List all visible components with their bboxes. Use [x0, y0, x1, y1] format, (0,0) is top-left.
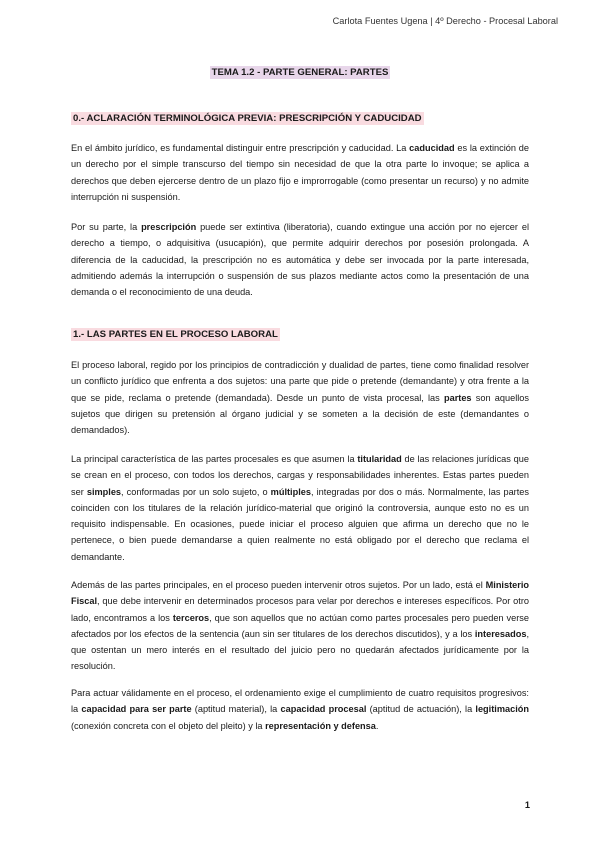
paragraph-otros-sujetos: [71, 577, 529, 675]
text-run: (aptitud material), la: [191, 704, 281, 715]
bold-term: Ministerio Fiscal: [71, 580, 529, 607]
text-run: , que ostentan un mero interés en el resultado del juicio pero no quedarán afectados jurídicamente por la resolución.: [71, 628, 529, 672]
section-heading-0: [71, 113, 424, 124]
paragraph-caracteristicas-partes: [71, 451, 529, 565]
bold-term: prescripción: [141, 222, 197, 232]
text-run: , integradas por dos o más. Normalmente, las partes coinciden con los titulares de la relación jurídico-material que originó la controversia, aunque esto no es un requisito indispensable. En ocasiones, puede iniciar el proceso alguien que afirma un derecho que no le pertenece, o bien puede demandarse a quien realmente no está obligado por el derecho que reclama el demandante.: [71, 486, 530, 562]
text-run: son aquellos sujetos que dirigen su pretensión al órgano judicial y se someten a la decisión de este (demandantes o demandados).: [71, 392, 529, 436]
text-run: La principal característica de las partes procesales es que asumen la: [71, 454, 358, 464]
bold-term: caducidad: [409, 143, 455, 153]
text-run: Para actuar válidamente en el proceso, el ordenamiento exige el cumplimiento de cuatro requisitos progresivos: la: [71, 688, 529, 715]
page-header: Carlota Fuentes Ugena | 4º Derecho - Procesal Laboral: [332, 16, 558, 26]
document-title-text: TEMA 1.2 - PARTE GENERAL: PARTES: [211, 67, 389, 78]
text-run: (conexión concreta con el objeto del pleito) y la: [71, 720, 266, 731]
document-title: [0, 67, 600, 78]
paragraph-caducidad: [71, 140, 529, 205]
text-run: (aptitud de actuación), la: [366, 704, 476, 715]
bold-term: capacidad para ser parte: [81, 704, 192, 715]
paragraph-prescripcion: [71, 219, 529, 300]
section-heading-1: [71, 329, 280, 340]
bold-term: legitimación: [475, 704, 529, 715]
bold-term: representación y defensa: [265, 720, 376, 731]
bold-term: simples: [86, 486, 122, 497]
section-heading-1-text: 1.- LAS PARTES EN EL PROCESO LABORAL: [73, 329, 278, 340]
text-run: Por su parte, la: [71, 222, 142, 232]
text-run: , conformadas por un solo sujeto, o: [121, 486, 271, 497]
section-heading-0-text: 0.- ACLARACIÓN TERMINOLÓGICA PREVIA: PRESCRIPCIÓN Y CADUCIDAD: [73, 113, 422, 124]
text-run: En el ámbito jurídico, es fundamental distinguir entre prescripción y caducidad. La: [71, 143, 410, 153]
text-run: El proceso laboral, regido por los principios de contradicción y dualidad de partes, tiene como finalidad resolver un conflicto jurídico que enfrenta a dos sujetos: una parte que pide o pretende (demandante) y otra frente a la que se pide, reclama o pretende (demandada). Desde un punto de vista procesal, las: [71, 360, 529, 403]
bold-term: terceros: [172, 612, 210, 623]
bold-term: partes: [443, 392, 472, 403]
bold-term: interesados: [474, 628, 527, 639]
text-run: de las relaciones jurídicas que se crean en el proceso, con todos los derechos, cargas y responsabilidades inherentes. Estas partes pueden ser: [71, 454, 529, 497]
text-run: .: [375, 720, 379, 731]
text-run: , que son aquellos que no actúan como partes procesales pero pueden verse afectados por los efectos de la sentencia (aun sin ser titulares de los derechos discutidos), y a los: [71, 612, 529, 639]
text-run: es la extinción de un derecho por el simple transcurso del tiempo sin necesidad de que la otra parte lo invoque; se aplica a derechos que deben ejercerse dentro de un plazo fijo e improrrogable (como presentar un recurso) y no admite interrupción ni suspensión.: [71, 143, 530, 202]
paragraph-requisitos: [71, 685, 529, 734]
bold-term: capacidad procesal: [280, 704, 367, 715]
page-number: 1: [524, 800, 530, 810]
text-run: , que debe intervenir en determinados procesos para velar por derechos e intereses específicos. Por otro lado, encontramos a los: [71, 596, 529, 623]
bold-term: titularidad: [357, 454, 402, 464]
bold-term: múltiples: [270, 486, 311, 497]
text-run: Además de las partes principales, en el proceso pueden intervenir otros sujetos. Por un lado, está el: [71, 580, 486, 590]
text-run: puede ser extintiva (liberatoria), cuando extingue una acción por no ejercer el derecho a tiempo, o adquisitiva (usucapión), que permite adquirir derechos por posesión prolongada. A diferencia de la caducidad, la prescripción no es automática y debe ser invocada por la parte interesada, admitiendo además la interrupción o suspensión de sus plazos mediante actos como la presentación de una demanda o el reconocimiento de una deuda.: [71, 222, 529, 298]
paragraph-proceso-laboral: [71, 357, 529, 438]
